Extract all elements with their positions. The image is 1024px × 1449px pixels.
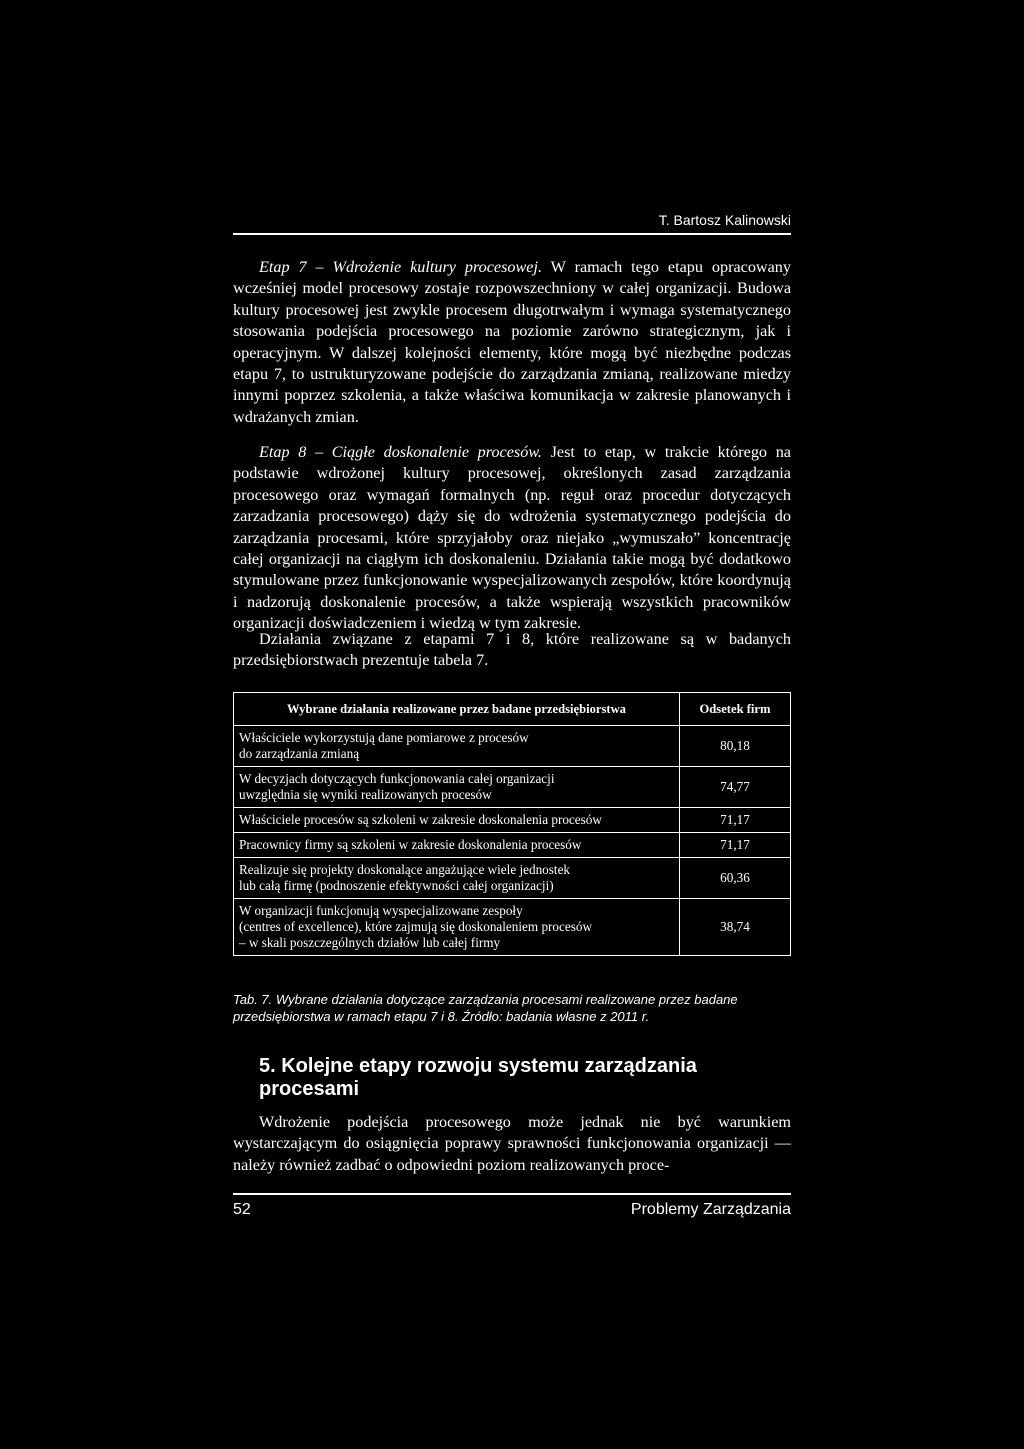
paragraph-etap-7 <box>233 257 791 428</box>
table-cell-share: 71,17 <box>680 808 791 833</box>
paragraph-section-5 <box>233 1112 791 1176</box>
paragraph-etap-7-title: Etap 7 – Wdrożenie kultury procesowej. <box>259 258 543 276</box>
section-title: 5. Kolejne etapy rozwoju systemu zarządzania procesami <box>259 1055 697 1100</box>
running-header: T. Bartosz Kalinowski <box>658 212 791 228</box>
table-cell-activity: Właściciele procesów są szkoleni w zakresie doskonalenia procesów <box>234 808 680 833</box>
table-cell-share: 80,18 <box>680 726 791 767</box>
paragraph-section-5-text: Wdrożenie podejścia procesowego może jednak nie być warunkiem wystarczającym do osiągnięcia poprawy sprawności funkcjonowania organizacji –– należy również zadbać o odpowiedni poziom realizowanych proce- <box>233 1113 791 1174</box>
paragraph-table-intro-text: Działania związane z etapami 7 i 8, które realizowane są w badanych przedsiębiorstwach prezentuje tabela 7. <box>233 630 791 670</box>
table-cell-activity: W decyzjach dotyczących funkcjonowania całej organizacji uwzględnia się wyniki realizowanych procesów <box>234 767 680 808</box>
activities-table <box>233 692 791 956</box>
footer-rule <box>233 1193 791 1195</box>
paragraph-etap-8-title: Etap 8 – Ciągłe doskonalenie procesów. <box>259 443 542 461</box>
paragraph-table-intro <box>233 629 791 672</box>
table-cell-activity: W organizacji funkcjonują wyspecjalizowane zespoły (centres of excellence), które zajmują się doskonaleniem procesów – w skali poszczególnych działów lub całej firmy <box>234 899 680 956</box>
table-row <box>234 767 791 808</box>
table-cell-share: 60,36 <box>680 858 791 899</box>
table-row <box>234 833 791 858</box>
table-row <box>234 899 791 956</box>
paragraph-etap-8 <box>233 442 791 635</box>
page-number: 52 <box>233 1201 251 1218</box>
table-row <box>234 808 791 833</box>
table-cell-activity: Pracownicy firmy są szkoleni w zakresie doskonalenia procesów <box>234 833 680 858</box>
table-cell-share: 38,74 <box>680 899 791 956</box>
table-row <box>234 726 791 767</box>
table-caption: Tab. 7. Wybrane działania dotyczące zarządzania procesami realizowane przez badane przedsiębiorstwa w ramach etapu 7 i 8. Źródło: badania własne z 2011 r. <box>233 992 738 1024</box>
page-footer <box>233 1201 791 1219</box>
header-rule <box>233 233 791 235</box>
table-cell-share: 71,17 <box>680 833 791 858</box>
paragraph-etap-8-body: Jest to etap, w trakcie którego na podstawie wdrożonej kultury procesowej, określonych zasad zarządzania procesowego oraz wymagań formalnych (np. reguł oraz procedur dotyczących zarzadzania procesowego) dąży się do wdrożenia systematycznego podejścia do zarządzania procesami, które sprzyjałoby oraz niejako „wymuszało” koncentrację całej organizacji na ciągłym ich doskonaleniu. Działania takie mogą być dodatkowo stymulowane przez funkcjonowanie wyspecjalizowanych zespołów, które koordynują i nadzorują doskonalenie procesów, a także wspierają wszystkich pracowników organizacji doświadczeniem i wiedzą w tym zakresie. <box>233 443 791 633</box>
table-header-share: Odsetek firm <box>680 693 791 726</box>
table-header-activities: Wybrane działania realizowane przez badane przedsiębiorstwa <box>234 693 680 726</box>
table-row <box>234 858 791 899</box>
table-cell-activity: Realizuje się projekty doskonalące angażujące wiele jednostek lub całą firmę (podnoszenie efektywności całej organizacji) <box>234 858 680 899</box>
table-cell-share: 74,77 <box>680 767 791 808</box>
paragraph-etap-7-body: W ramach tego etapu opracowany wcześniej model procesowy zostaje rozpowszechniony w całej organizacji. Budowa kultury procesowej jest zwykle procesem długotrwałym i wymaga systematycznego stosowania podejścia procesowego na poziomie zarówno strategicznym, jak i operacyjnym. W dalszej kolejności elementy, które mogą być niezbędne podczas etapu 7, to ustrukturyzowane podejście do zarządzania zmianą, realizowane miedzy innymi poprzez szkolenia, a także właściwa komunikacja w zakresie planowanych i wdrażanych zmian. <box>233 258 791 426</box>
table-header-row <box>234 693 791 726</box>
table-cell-activity: Właściciele wykorzystują dane pomiarowe z procesów do zarządzania zmianą <box>234 726 680 767</box>
journal-name: Problemy Zarządzania <box>630 1201 791 1218</box>
